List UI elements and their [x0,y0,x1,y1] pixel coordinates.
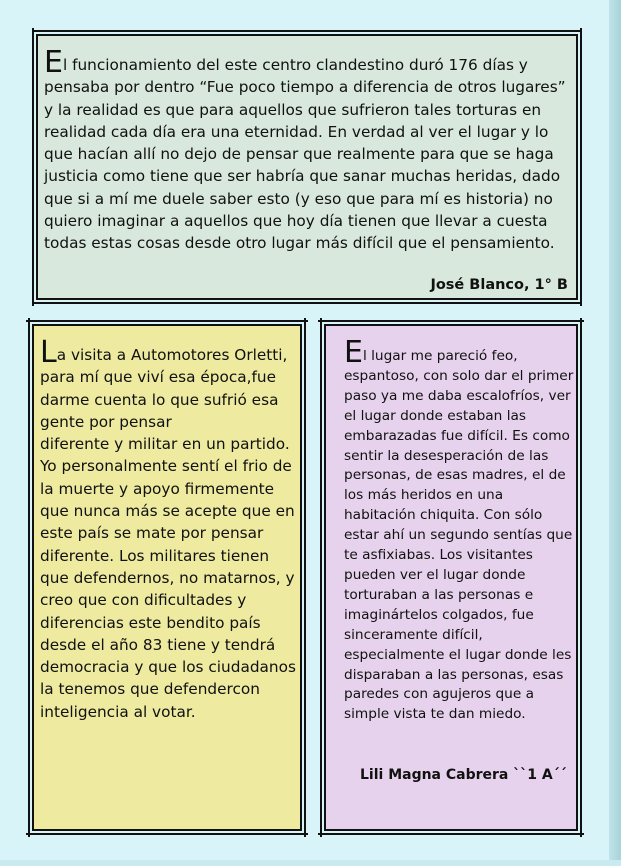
frame-line [318,833,584,835]
frame-line [580,28,582,306]
frame-line [28,318,30,837]
frame-line [580,318,582,837]
article-right-box [324,324,578,831]
article-right-signature: Lili Magna Cabrera ``1 A´´ [360,767,567,783]
frame-line [32,28,34,306]
article-right-body: l lugar me pareció feo, espantoso, con solo dar el primer paso ya me daba escalofríos, ver el lugar donde estaban las embarazadas fue difícil. Es como sentir la desesperación de las personas, de esas madres, el de los más heridos en una habitación chiquita. Con sólo estar ahí un segundo sentías que te asfixiabas. Los visitantes pueden ver el lugar donde torturaban a las personas e imaginártelos colgados, fue sinceramente difícil, especialmente el lugar donde les disparaban a las personas, esas paredes con agujeros que a simple vista te dan miedo. [344,348,574,723]
article-left-box [32,324,302,831]
page-edge-right [609,0,621,866]
article-top-box [36,34,578,300]
drop-cap: E [44,45,63,80]
drop-cap: L [40,335,57,370]
article-right-text [344,335,576,725]
article-top-text [44,45,570,255]
drop-cap: E [344,335,363,370]
article-top-signature: José Blanco, 1° B [430,277,568,293]
article-top-body: l funcionamiento del este centro clandestino duró 176 días y pensaba por dentro “Fue poco tiempo a diferencia de otros lugares” y la realidad es que para aquellos que sufrieron tales torturas en realidad cada día era una eternidad. En verdad al ver el lugar y lo que hacían allí no dejo de pensar que realmente para que se haga justicia como tiene que ser habría que sanar muchas heridas, dado que si a mí me duele saber esto (y eso que para mí es historia) no quiero imaginar a aquellos que hoy día tienen que llevar a cuesta todas estas cosas desde otro lugar más difícil que el pensamiento. [44,56,566,253]
page-edge-bottom [0,860,621,866]
article-left-text [40,335,298,723]
frame-line [320,318,322,837]
frame-line [318,320,584,322]
frame-line [304,318,306,837]
article-left-body: a visita a Automotores Orletti, para mí que viví esa época,fue darme cuenta lo que sufrió esa gente por pensar diferente y militar en un partido. Yo personalmente sentí el frio de la muerte y apoyo firmemente que nunca más se acepte que en este país se mate por pensar diferente. Los militares tienen que defendernos, no matarnos, y creo que con dificultades y diferencias este bendito país desde el año 83 tiene y tendrá democracia y que los ciudadanos la tenemos que defendercon inteligencia al votar. [40,346,296,721]
frame-line [26,320,308,322]
frame-line [26,833,308,835]
